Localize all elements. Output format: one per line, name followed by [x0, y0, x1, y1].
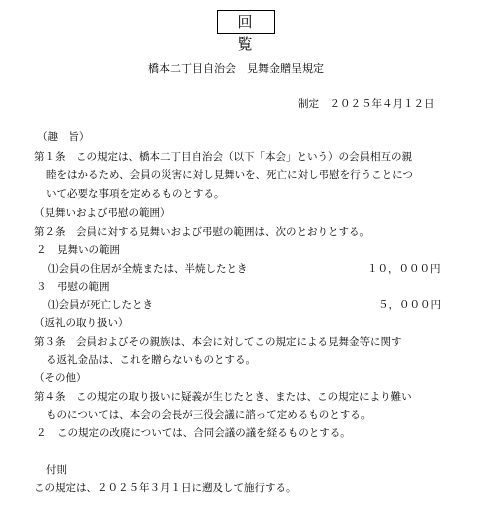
supplementary-text: この規定は、２０２５年３月１日に遡及して施行する。 — [34, 482, 297, 494]
article-1-line-3: いて必要な事項を定めるものとする。 — [46, 188, 225, 200]
heading-return: （返礼の取り扱い） — [34, 317, 129, 329]
article-2-item-1: ⑴会員の住居が全焼または、半焼したとき — [48, 263, 248, 275]
article-3-line-2: る返礼金品は、これを贈らないものとする。 — [46, 354, 256, 366]
article-1-line-2: 睦をはかるため、会員の災害に対し見舞いを、死亡に対し弔慰を行うことにつ — [46, 169, 413, 181]
circulation-stamp: 回 覧 — [217, 10, 275, 34]
article-2-amount-2: ５，０００円 — [378, 299, 441, 311]
article-1-line-1: 第１条 この規定は、橋本二丁目自治会（以下「本会」という）の会員相互の親 — [34, 151, 412, 163]
heading-supplementary: 付則 — [46, 464, 67, 476]
heading-other: （その他） — [34, 372, 87, 384]
article-4-sub-2: ２ この規定の改廃については、合同会議の議を経るものとする。 — [36, 427, 351, 439]
heading-scope: （見舞いおよび弔慰の範囲） — [34, 207, 171, 219]
article-3-line-1: 第３条 会員およびその親族は、本会に対してこの規定による見舞金等に関す — [34, 336, 402, 348]
article-2-sub-1: ２ 見舞いの範囲 — [36, 244, 120, 256]
article-2-sub-2: ３ 弔慰の範囲 — [36, 281, 110, 293]
article-2-amount-1: １０，０００円 — [367, 263, 441, 275]
article-4-line-2: ものについては、本会の会長が三役会議に諮って定めるものとする。 — [46, 409, 372, 421]
heading-purpose: （趣 旨） — [37, 131, 90, 143]
enacted-date: 制定 ２０２５年４月１２日 — [298, 98, 435, 110]
article-4-line-1: 第４条 この規定の取り扱いに疑義が生じたとき、または、この規定により難い — [34, 391, 412, 403]
article-2-line-1: 第２条 会員に対する見舞いおよび弔慰の範囲は、次のとおりとする。 — [34, 226, 370, 238]
article-2-item-2: ⑴会員が死亡したとき — [48, 299, 153, 311]
document-title: 橋本二丁目自治会 見舞金贈呈規定 — [148, 62, 324, 75]
